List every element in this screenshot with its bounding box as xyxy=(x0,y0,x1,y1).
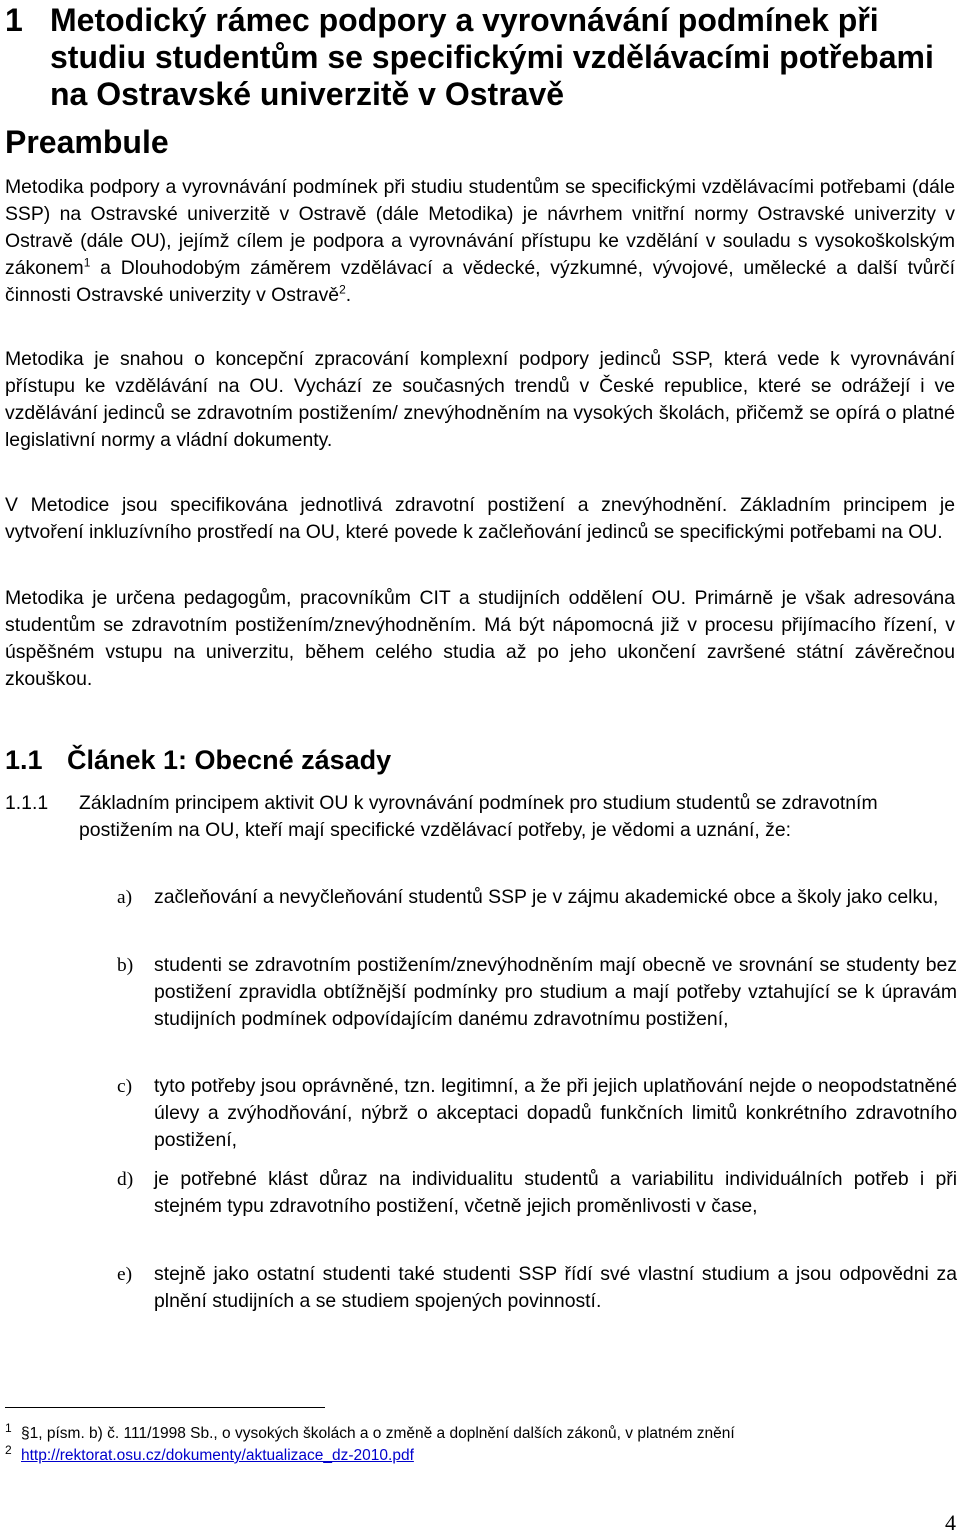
footnote-mark: 2 xyxy=(5,1443,12,1457)
list-item-text: začleňování a nevyčleňování studentů SSP je v zájmu akademické obce a školy jako celku, xyxy=(154,886,939,908)
section-heading xyxy=(5,744,391,776)
preamble-paragraph-2: Metodika je snahou o koncepční zpracování komplexní podpory jedinců SSP, která vede k vyrovnávání přístupu ke vzdělávání na OU. Vychází ze současných trendů v České republice, které se odrážejí i ve vzdělávání jedinců se zdravotním postižením/ znevýhodněním na vysokých školách, přičemž se opírá o platné legislativní normy a vládní dokumenty. xyxy=(5,348,955,451)
list-item xyxy=(117,1166,957,1220)
paragraph-text: Metodika podpory a vyrovnávání podmínek při studiu studentům se specifickými vzdělávacími potřebami (dále SSP) na Ostravské univerzitě v Ostravě (dále Metodika) je návrhem vnitřní normy Ostravské univerzity v Ostravě (dále OU), jejímž cílem je podpora a vyrovnávání přístupu ke vzdělání v souladu s vysokoškolským zákonem xyxy=(5,176,955,279)
chapter-heading xyxy=(5,2,955,113)
list-item-text: stejně jako ostatní studenti také studenti SSP řídí své vlastní studium a jsou odpovědni za plnění studijních a se studiem spojených povinností. xyxy=(154,1263,957,1312)
chapter-title: Metodický rámec podpory a vyrovnávání podmínek při studiu studentům se specifickými vzdělávacími potřebami na Ostravské univerzitě v Ostravě xyxy=(50,2,934,112)
section-number: 1.1 xyxy=(5,745,43,775)
preamble-paragraph-4: Metodika je určena pedagogům, pracovníkům CIT a studijních oddělení OU. Primárně je však adresována studentům se zdravotním postižením/znevýhodněním. Má být nápomocná již v procesu přijímacího řízení, v úspěšném vstupu na univerzitu, během celého studia až po jeho ukončení završené státní závěrečnou zkouškou. xyxy=(5,587,955,690)
list-item-letter: b) xyxy=(117,955,134,976)
list-item-text: tyto potřeby jsou oprávněné, tzn. legitimní, a že při jejich uplatňování nejde o neopodstatněné úlevy a zvýhodňování, nýbrž o akceptaci dopadů funkčních limitů konkrétního zdravotního postižení, xyxy=(154,1075,957,1151)
paragraph-text: a Dlouhodobým záměrem vzdělávací a vědecké, výzkumné, vývojové, umělecké a další tvůrčí činnosti Ostravské univerzity v Ostravě xyxy=(5,257,955,306)
footnote-ref-1[interactable]: 1 xyxy=(83,255,91,270)
footnote-2 xyxy=(5,1443,955,1465)
footnote-text: §1, písm. b) č. 111/1998 Sb., o vysokých školách a o změně a doplnění dalších zákonů, v platném znění xyxy=(21,1425,735,1442)
footnote-separator xyxy=(5,1407,325,1408)
clause-1-1-1 xyxy=(5,790,955,844)
list-item-text: studenti se zdravotním postižením/znevýhodněním mají obecně ve srovnání se studenty bez postižení zpravidla obtížnější podmínky pro studium a mají potřeby vztahující se k úpravám studijních podmínek odpovídajícím danému zdravotnímu postižení, xyxy=(154,954,957,1030)
paragraph-text: . xyxy=(345,284,352,306)
preamble-paragraph-3: V Metodice jsou specifikována jednotlivá zdravotní postižení a znevýhodnění. Základním principem je vytvoření inkluzívního prostředí na OU, které povede k začleňování jedinců se specifickými potřebami na OU. xyxy=(5,494,955,543)
list-item xyxy=(117,884,957,911)
clause-number: 1.1.1 xyxy=(5,792,49,814)
list-item xyxy=(117,1261,957,1315)
preamble-heading: Preambule xyxy=(5,124,169,160)
footnote-1 xyxy=(5,1421,955,1443)
section-title: Článek 1: Obecné zásady xyxy=(67,745,392,775)
chapter-number: 1 xyxy=(5,2,23,38)
list-item-letter: d) xyxy=(117,1169,134,1190)
list-item-letter: e) xyxy=(117,1264,133,1285)
list-item-letter: a) xyxy=(117,887,133,908)
clause-text: Základním principem aktivit OU k vyrovnávání podmínek pro studium studentů se zdravotním postižením na OU, kteří mají specifické vzdělávací potřeby, je vědomi a uznání, že: xyxy=(79,792,878,841)
list-item-letter: c) xyxy=(117,1076,133,1097)
footnote-link[interactable]: http://rektorat.osu.cz/dokumenty/aktualizace_dz-2010.pdf xyxy=(21,1447,414,1464)
list-item xyxy=(117,952,957,1033)
footnote-mark: 1 xyxy=(5,1421,12,1435)
footnote-ref-2[interactable]: 2 xyxy=(339,282,346,297)
list-item xyxy=(117,1073,957,1154)
list-item-text: je potřebné klást důraz na individualitu studentů a variabilitu individuálních potřeb i při stejném typu zdravotního postižení, včetně jejich proměnlivosti v čase, xyxy=(154,1168,957,1217)
page-number: 4 xyxy=(945,1510,956,1535)
preamble-paragraph-1 xyxy=(5,174,955,309)
